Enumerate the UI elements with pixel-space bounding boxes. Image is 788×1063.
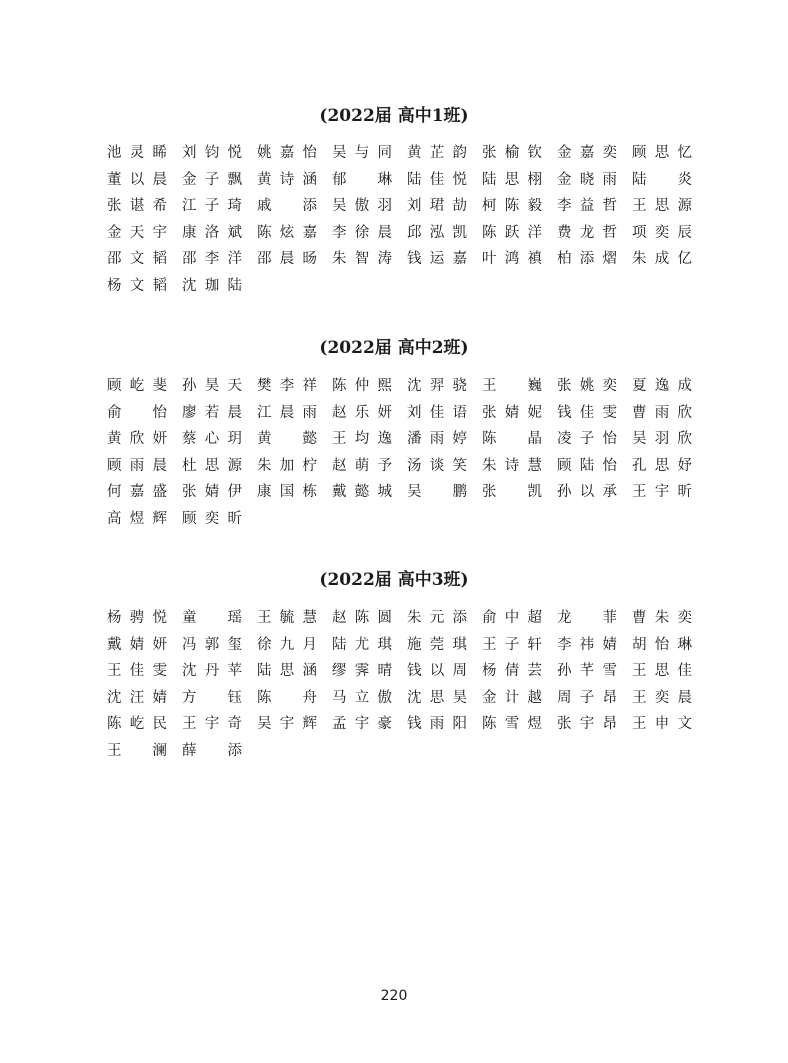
student-name: 邵李洋 (182, 251, 242, 267)
student-name-grid (107, 373, 788, 532)
student-name: 施莞琪 (407, 636, 467, 653)
student-name: 龙 菲 (557, 610, 617, 626)
student-name: 沈羿骁 (407, 378, 467, 394)
student-name: 池灵睎 (107, 145, 167, 161)
student-name: 李益哲 (557, 198, 617, 214)
student-name: 俞 怡 (107, 404, 167, 421)
student-name: 朱智涛 (332, 251, 392, 267)
student-name: 康洛斌 (182, 224, 242, 241)
student-name: 姚嘉怡 (257, 145, 317, 161)
student-name: 李祎婧 (557, 636, 617, 653)
student-name: 陈跃洋 (482, 224, 542, 241)
student-name: 张宇昂 (557, 716, 617, 732)
class-section-3 (0, 565, 788, 764)
student-name: 赵萌予 (332, 457, 392, 474)
student-name: 王宇奇 (182, 716, 242, 732)
student-name: 吴与同 (332, 145, 392, 161)
student-name: 顾思忆 (632, 145, 692, 161)
student-name: 夏逸成 (632, 378, 692, 394)
student-name: 徐九月 (257, 636, 317, 653)
student-name: 吴 鹏 (407, 484, 467, 500)
student-name: 王思佳 (632, 663, 692, 679)
class-section-1 (0, 101, 788, 299)
student-name: 冯郭玺 (182, 636, 242, 653)
student-name-grid (107, 605, 788, 764)
student-name: 邵文韬 (107, 251, 167, 267)
student-name: 项奕辰 (632, 224, 692, 241)
student-name: 陆 炎 (632, 171, 692, 188)
student-name: 钱雨阳 (407, 716, 467, 732)
student-name: 樊李祥 (257, 378, 317, 394)
student-name: 曹朱奕 (632, 610, 692, 626)
student-name: 戚 添 (257, 198, 317, 214)
student-name: 孙芊雪 (557, 663, 617, 679)
student-name: 陆思栩 (482, 171, 542, 188)
student-name: 邱泓凯 (407, 224, 467, 241)
student-name: 钱以周 (407, 663, 467, 679)
student-name: 胡怡琳 (632, 636, 692, 653)
student-name: 顾陆怡 (557, 457, 617, 474)
student-name: 张 凯 (482, 484, 542, 500)
student-name: 顾屹斐 (107, 378, 167, 394)
student-name: 金子飘 (182, 171, 242, 188)
student-name: 钱运嘉 (407, 251, 467, 267)
student-name: 杜思源 (182, 457, 242, 474)
student-name: 顾奕昕 (182, 510, 242, 527)
student-name: 陈 舟 (257, 689, 317, 706)
student-name: 柏添熠 (557, 251, 617, 267)
student-name: 江晨雨 (257, 404, 317, 421)
student-name: 凌子怡 (557, 431, 617, 447)
student-name: 金晓雨 (557, 171, 617, 188)
student-name: 汤谈笑 (407, 457, 467, 474)
student-name: 陈炫嘉 (257, 224, 317, 241)
student-name: 方 钰 (182, 689, 242, 706)
class-title: (2022届 高中2班) (319, 338, 469, 358)
student-name: 杨骋悦 (107, 610, 167, 626)
student-name: 戴婧妍 (107, 636, 167, 653)
student-name: 黄欣妍 (107, 431, 167, 447)
student-name: 戴懿城 (332, 484, 392, 500)
student-name: 朱元添 (407, 610, 467, 626)
student-name: 张姚奕 (557, 378, 617, 394)
student-name: 王奕晨 (632, 689, 692, 706)
student-name: 吴傲羽 (332, 198, 392, 214)
student-name: 张婧伊 (182, 484, 242, 500)
student-name: 黄芷韵 (407, 145, 467, 161)
student-name: 张婧妮 (482, 404, 542, 421)
student-name: 张榆钦 (482, 145, 542, 161)
student-name: 刘钧悦 (182, 145, 242, 161)
student-name: 王宇昕 (632, 484, 692, 500)
student-name: 董以晨 (107, 171, 167, 188)
student-name: 金嘉奕 (557, 145, 617, 161)
student-name: 朱加柠 (257, 457, 317, 474)
student-name: 薛 添 (182, 742, 242, 759)
student-name: 赵乐妍 (332, 404, 392, 421)
student-name: 王思源 (632, 198, 692, 214)
student-name: 叶鸿禛 (482, 251, 542, 267)
student-name: 顾雨晨 (107, 457, 167, 474)
student-name-grid (107, 140, 788, 299)
student-name: 杨倩芸 (482, 663, 542, 679)
student-name: 杨文韬 (107, 277, 167, 294)
student-name: 康国栋 (257, 484, 317, 500)
student-name: 缪霁晴 (332, 663, 392, 679)
page-number: 220 (380, 988, 408, 1004)
student-name: 马立傲 (332, 689, 392, 706)
student-name: 孙以承 (557, 484, 617, 500)
student-name: 孟宇豪 (332, 716, 392, 732)
class-title: (2022届 高中3班) (319, 570, 469, 590)
student-name: 廖若晨 (182, 404, 242, 421)
student-name: 江子琦 (182, 198, 242, 214)
student-name: 张谌希 (107, 198, 167, 214)
student-name: 郁 琳 (332, 171, 392, 188)
student-name: 沈珈陆 (182, 277, 242, 294)
student-name: 陆思涵 (257, 663, 317, 679)
student-name: 李徐晨 (332, 224, 392, 241)
student-name: 朱诗慧 (482, 457, 542, 474)
student-name: 金天宇 (107, 224, 167, 241)
student-name: 沈思昊 (407, 689, 467, 706)
student-name: 黄 懿 (257, 431, 317, 447)
student-name: 王佳雯 (107, 663, 167, 679)
student-name: 刘珺劼 (407, 198, 467, 214)
student-name: 周子昂 (557, 689, 617, 706)
student-name: 何嘉盛 (107, 484, 167, 500)
class-section-2 (0, 333, 788, 532)
student-name: 黄诗涵 (257, 171, 317, 188)
student-name: 邵晨旸 (257, 251, 317, 267)
student-name: 陈屹民 (107, 716, 167, 732)
student-name: 高煜辉 (107, 510, 167, 527)
student-name: 赵陈圆 (332, 610, 392, 626)
student-name: 王 澜 (107, 742, 167, 759)
student-name: 刘佳语 (407, 404, 467, 421)
student-name: 孙昊天 (182, 378, 242, 394)
student-name: 陆尤琪 (332, 636, 392, 653)
student-name: 陈仲熙 (332, 378, 392, 394)
student-name: 钱佳雯 (557, 404, 617, 421)
student-name: 费龙哲 (557, 224, 617, 241)
student-name: 王子轩 (482, 636, 542, 653)
student-name: 陈雪煜 (482, 716, 542, 732)
student-name: 陆佳悦 (407, 171, 467, 188)
student-name: 蔡心玥 (182, 431, 242, 447)
student-name: 朱成亿 (632, 251, 692, 267)
student-name: 吴羽欣 (632, 431, 692, 447)
class-title: (2022届 高中1班) (319, 106, 469, 126)
student-name: 吴宇辉 (257, 716, 317, 732)
student-name: 孔思妤 (632, 457, 692, 474)
student-name: 潘雨婷 (407, 431, 467, 447)
student-name: 俞中超 (482, 610, 542, 626)
student-name: 柯陈毅 (482, 198, 542, 214)
student-name: 沈丹苹 (182, 663, 242, 679)
student-name: 陈 晶 (482, 431, 542, 447)
student-name: 王 巍 (482, 378, 542, 394)
student-name: 沈汪婧 (107, 689, 167, 706)
student-name: 王申文 (632, 716, 692, 732)
student-name: 金计越 (482, 689, 542, 706)
student-name: 曹雨欣 (632, 404, 692, 421)
student-name: 王毓慧 (257, 610, 317, 626)
student-name: 童 瑶 (182, 610, 242, 626)
student-name: 王均逸 (332, 431, 392, 447)
